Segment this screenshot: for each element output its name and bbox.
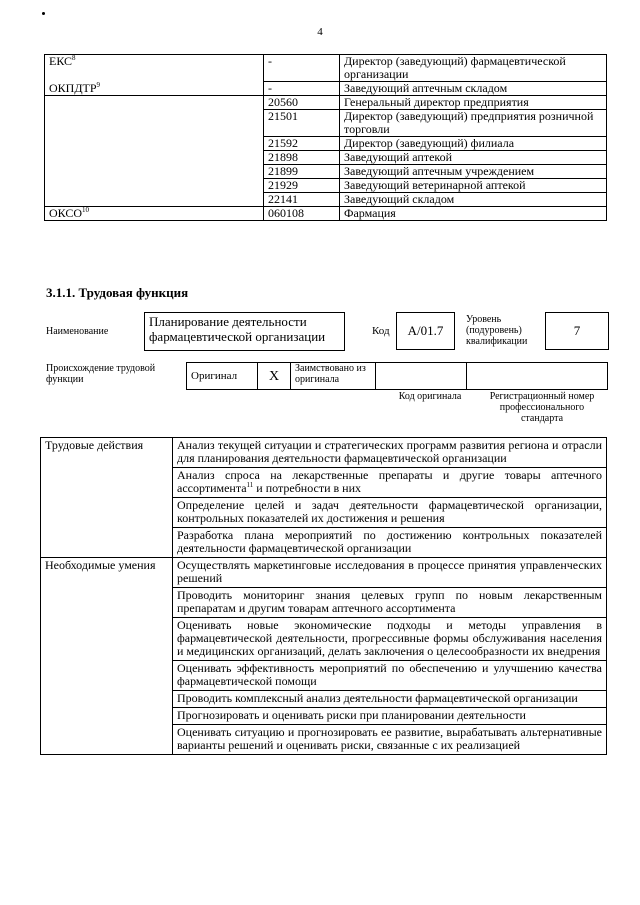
labor-action-item: Анализ спроса на лекарственные препараты и другие товары аптечного ассортимента$^{11}$ и потребности в них: [173, 468, 607, 498]
origin-table: [186, 362, 608, 390]
name-cell: Заведующий аптекой: [340, 151, 607, 165]
original-label: Оригинал: [187, 363, 258, 390]
skill-item: Проводить мониторинг знания целевых групп по новым лекарственным препаратам и другим товарам аптечного ассортимента: [173, 588, 607, 618]
labor-action-item: Анализ текущей ситуации и стратегических программ развития региона и отрасли для планирования деятельности фармацевтической организации: [173, 438, 607, 468]
skill-item: Оценивать эффективность мероприятий по обеспечению и улучшению качества фармацевтической помощи: [173, 661, 607, 691]
page-number: 4: [317, 26, 323, 38]
origin-label: Происхождение трудовой функции: [46, 363, 156, 385]
skill-item: Прогнозировать и оценивать риски при планировании деятельности: [173, 708, 607, 725]
skill-item: Оценивать ситуацию и прогнозировать ее развитие, вырабатывать альтернативные варианты решений и оценивать риски, связанные с их реализацией: [173, 725, 607, 755]
name-cell: Заведующий аптечным учреждением: [340, 165, 607, 179]
section-title: 3.1.1. Трудовая функция: [46, 285, 189, 300]
table-row: [45, 55, 607, 82]
code-original-cell: [376, 363, 467, 390]
reg-number-cell: [467, 363, 608, 390]
labor-action-item: Разработка плана мероприятий по достижению контрольных показателей деятельности фармацевтической организации: [173, 528, 607, 558]
table-row: [41, 558, 607, 588]
name-cell: Фармация: [340, 207, 607, 221]
okso-cell: ОКСО$^{10}$: [45, 207, 264, 221]
name-cell: Директор (заведующий) предприятия розничной торговли: [340, 110, 607, 137]
code-cell: 22141: [264, 193, 340, 207]
okpdtr-cell: ОКПДТР$^9$: [45, 96, 264, 207]
name-cell: Генеральный директор предприятия: [340, 96, 607, 110]
name-cell: Директор (заведующий) фармацевтической организации: [340, 55, 607, 82]
table-row: [45, 207, 607, 221]
classifier-table: [44, 54, 607, 221]
level-label: Уровень (подуровень) квалификации: [466, 314, 528, 347]
name-cell: Заведующий складом: [340, 193, 607, 207]
function-details-table: [40, 437, 607, 755]
table-row: [45, 96, 607, 110]
code-cell: 21929: [264, 179, 340, 193]
function-code-box: A/01.7: [396, 312, 455, 350]
name-label: Наименование: [46, 326, 109, 337]
labor-action-item: Определение целей и задач деятельности фармацевтической организации, контрольных показателей их достижения и решения: [173, 498, 607, 528]
code-cell: 21898: [264, 151, 340, 165]
skill-item: Оценивать новые экономические подходы и методы управления в фармацевтической деятельности, прогрессивные формы обслуживания населения и медицинских организаций, делать заключения о целесообразности их внедрения: [173, 618, 607, 661]
code-cell: 060108: [264, 207, 340, 221]
name-cell: Заведующий ветеринарной аптекой: [340, 179, 607, 193]
level-box: 7: [545, 312, 609, 350]
skill-item: Проводить комплексный анализ деятельности фармацевтической организации: [173, 691, 607, 708]
original-mark: X: [258, 363, 291, 390]
code-original-label: Код оригинала: [398, 391, 462, 402]
labor-actions-label: Трудовые действия: [41, 438, 173, 558]
function-name-box: Планирование деятельности фармацевтической организации: [144, 312, 345, 351]
eks-cell: ЕКС$^8$: [45, 55, 264, 96]
scan-dot: [42, 12, 45, 15]
reg-number-label: Регистрационный номер профессионального стандарта: [489, 391, 595, 424]
name-cell: Директор (заведующий) филиала: [340, 137, 607, 151]
code-cell: -: [264, 82, 340, 96]
table-row: [187, 363, 608, 390]
code-cell: 21592: [264, 137, 340, 151]
code-label: Код: [372, 325, 390, 337]
table-row: [41, 438, 607, 468]
code-cell: 21501: [264, 110, 340, 137]
code-cell: -: [264, 55, 340, 82]
skills-label: Необходимые умения: [41, 558, 173, 755]
borrowed-label: Заимствовано из оригинала: [291, 363, 376, 390]
skill-item: Осуществлять маркетинговые исследования в процессе принятия управленческих решений: [173, 558, 607, 588]
code-cell: 21899: [264, 165, 340, 179]
name-cell: Заведующий аптечным складом: [340, 82, 607, 96]
code-cell: 20560: [264, 96, 340, 110]
